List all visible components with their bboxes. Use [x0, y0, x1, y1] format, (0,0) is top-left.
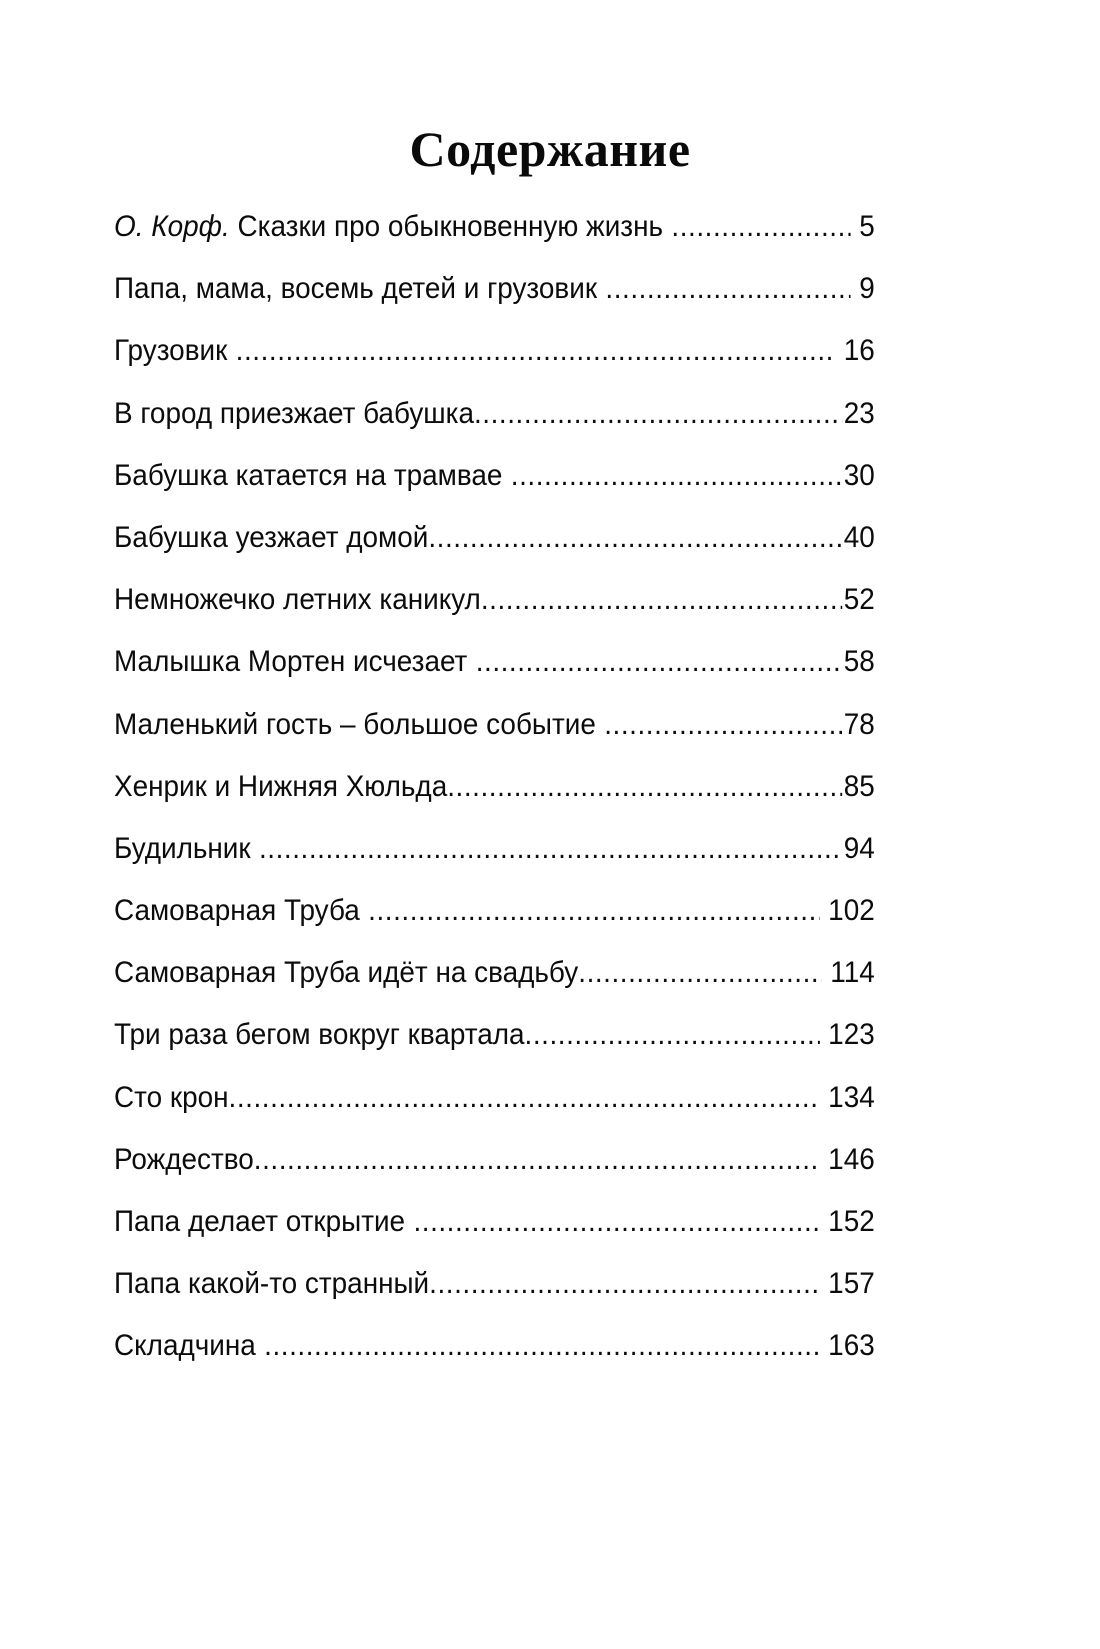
toc-entry-label: Три раза бегом вокруг квартала	[114, 1018, 525, 1052]
toc-entry-page-number: 78	[843, 707, 875, 741]
toc-entry[interactable]	[114, 1142, 875, 1207]
toc-entry-label: Маленький гость – большое событие	[114, 707, 596, 741]
toc-entry[interactable]	[114, 396, 875, 461]
toc-entry[interactable]	[114, 1269, 875, 1331]
toc-entry-title	[114, 896, 360, 926]
toc-entry[interactable]	[114, 831, 875, 896]
page-title: Содержание	[409, 121, 691, 177]
toc-entry-label: Немножечко летних каникул	[114, 583, 481, 617]
toc-entry-list	[114, 212, 932, 1394]
toc-entry-label: Папа делает открытие	[114, 1205, 406, 1238]
toc-entry-title	[114, 958, 578, 988]
toc-entry-page-number: 85	[843, 769, 875, 803]
toc-entry-title	[114, 212, 663, 242]
dot-leader	[525, 1020, 820, 1050]
toc-entry-page-number: 102	[828, 894, 875, 928]
dot-leader	[671, 212, 850, 242]
toc-entry-title	[114, 1020, 525, 1050]
dot-leader	[447, 772, 842, 802]
toc-entry-page-number: 9	[859, 272, 875, 306]
toc-entry-label: Грузовик	[114, 334, 228, 368]
toc-entry-label: Рождество	[114, 1142, 254, 1176]
toc-entry-label: Сказки про обыкновенную жизнь	[237, 210, 664, 243]
toc-entry-title	[114, 396, 474, 430]
toc-entry-label: Хенрик и Нижняя Хюльда	[114, 769, 448, 803]
dot-leader	[236, 336, 836, 366]
toc-entry[interactable]	[114, 212, 875, 274]
toc-entry[interactable]	[114, 1020, 875, 1082]
toc-entry[interactable]	[114, 520, 875, 585]
dot-leader	[368, 896, 820, 926]
dot-leader	[476, 647, 842, 677]
toc-entry-label: Бабушка катается на трамвае	[114, 458, 503, 492]
toc-entry-page-number: 16	[843, 334, 875, 368]
toc-entry-title	[114, 647, 467, 677]
toc-entry-title	[114, 585, 481, 615]
toc-entry[interactable]	[114, 585, 875, 647]
toc-entry-title	[114, 769, 448, 803]
toc-entry[interactable]	[114, 707, 875, 772]
dot-leader	[259, 834, 842, 864]
dot-leader	[413, 1207, 819, 1237]
toc-entry[interactable]	[114, 1080, 875, 1145]
toc-entry[interactable]	[114, 896, 875, 958]
toc-entry-label: Малышка Мортен исчезает	[114, 645, 468, 679]
toc-entry[interactable]	[114, 647, 875, 709]
toc-entry-label: Папа, мама, восемь детей и грузовик	[114, 272, 598, 306]
toc-entry-title	[114, 458, 503, 492]
toc-entry-label: Складчина	[114, 1329, 256, 1363]
toc-entry-page-number: 23	[843, 396, 875, 430]
toc-entry-title	[114, 520, 429, 554]
toc-entry-page-number: 152	[828, 1205, 875, 1238]
toc-entry-title	[114, 274, 597, 304]
toc-entry-page-number: 163	[828, 1329, 875, 1363]
dot-leader	[604, 710, 842, 740]
toc-entry-title	[114, 1142, 254, 1176]
toc-entry-title	[114, 831, 251, 865]
toc-entry-label: Самоварная Труба идёт на свадьбу	[114, 956, 579, 990]
dot-leader	[511, 461, 842, 491]
dot-leader	[481, 585, 842, 615]
toc-entry-label: Самоварная Труба	[114, 894, 360, 928]
toc-entry-page-number: 157	[828, 1267, 875, 1301]
toc-entry-page-number: 5	[859, 210, 875, 243]
toc-entry-page-number: 52	[843, 583, 875, 617]
toc-entry-page-number: 94	[843, 831, 875, 865]
toc-entry-label: Сто крон	[114, 1080, 229, 1114]
toc-entry-title	[114, 1331, 256, 1361]
toc-entry-title	[114, 707, 596, 741]
toc-entry-page-number: 40	[843, 520, 875, 554]
toc-entry-page-number: 114	[830, 956, 875, 990]
toc-entry-title	[114, 1080, 229, 1114]
toc-entry[interactable]	[114, 769, 875, 834]
toc-entry[interactable]	[114, 1331, 875, 1393]
toc-entry[interactable]	[114, 958, 875, 1020]
dot-leader	[474, 399, 842, 429]
toc-entry-label: Будильник	[114, 831, 251, 865]
toc-entry-label: Бабушка уезжает домой	[114, 520, 429, 554]
toc-entry-page-number: 146	[828, 1142, 875, 1176]
toc-entry-label: В город приезжает бабушка	[114, 396, 474, 430]
toc-entry[interactable]	[114, 458, 875, 523]
dot-leader	[428, 523, 842, 553]
toc-entry[interactable]	[114, 336, 875, 398]
toc-entry[interactable]	[114, 274, 875, 336]
toc-entry-title	[114, 336, 227, 366]
dot-leader	[429, 1269, 820, 1299]
toc-entry-author: О. Корф.	[114, 210, 230, 243]
toc-entry-page-number: 123	[828, 1018, 875, 1052]
dot-leader	[254, 1145, 820, 1175]
toc-entry-page-number: 58	[843, 645, 875, 679]
dot-leader	[605, 274, 850, 304]
toc-entry-page-number: 30	[843, 458, 875, 492]
toc-entry-label: Папа какой-то странный	[114, 1267, 430, 1301]
dot-leader	[264, 1331, 820, 1361]
dot-leader	[229, 1083, 820, 1113]
toc-entry-title	[114, 1207, 405, 1237]
toc-entry-title	[114, 1269, 429, 1299]
toc-entry[interactable]	[114, 1207, 875, 1269]
dot-leader	[578, 958, 822, 988]
toc-entry-page-number: 134	[828, 1080, 875, 1114]
